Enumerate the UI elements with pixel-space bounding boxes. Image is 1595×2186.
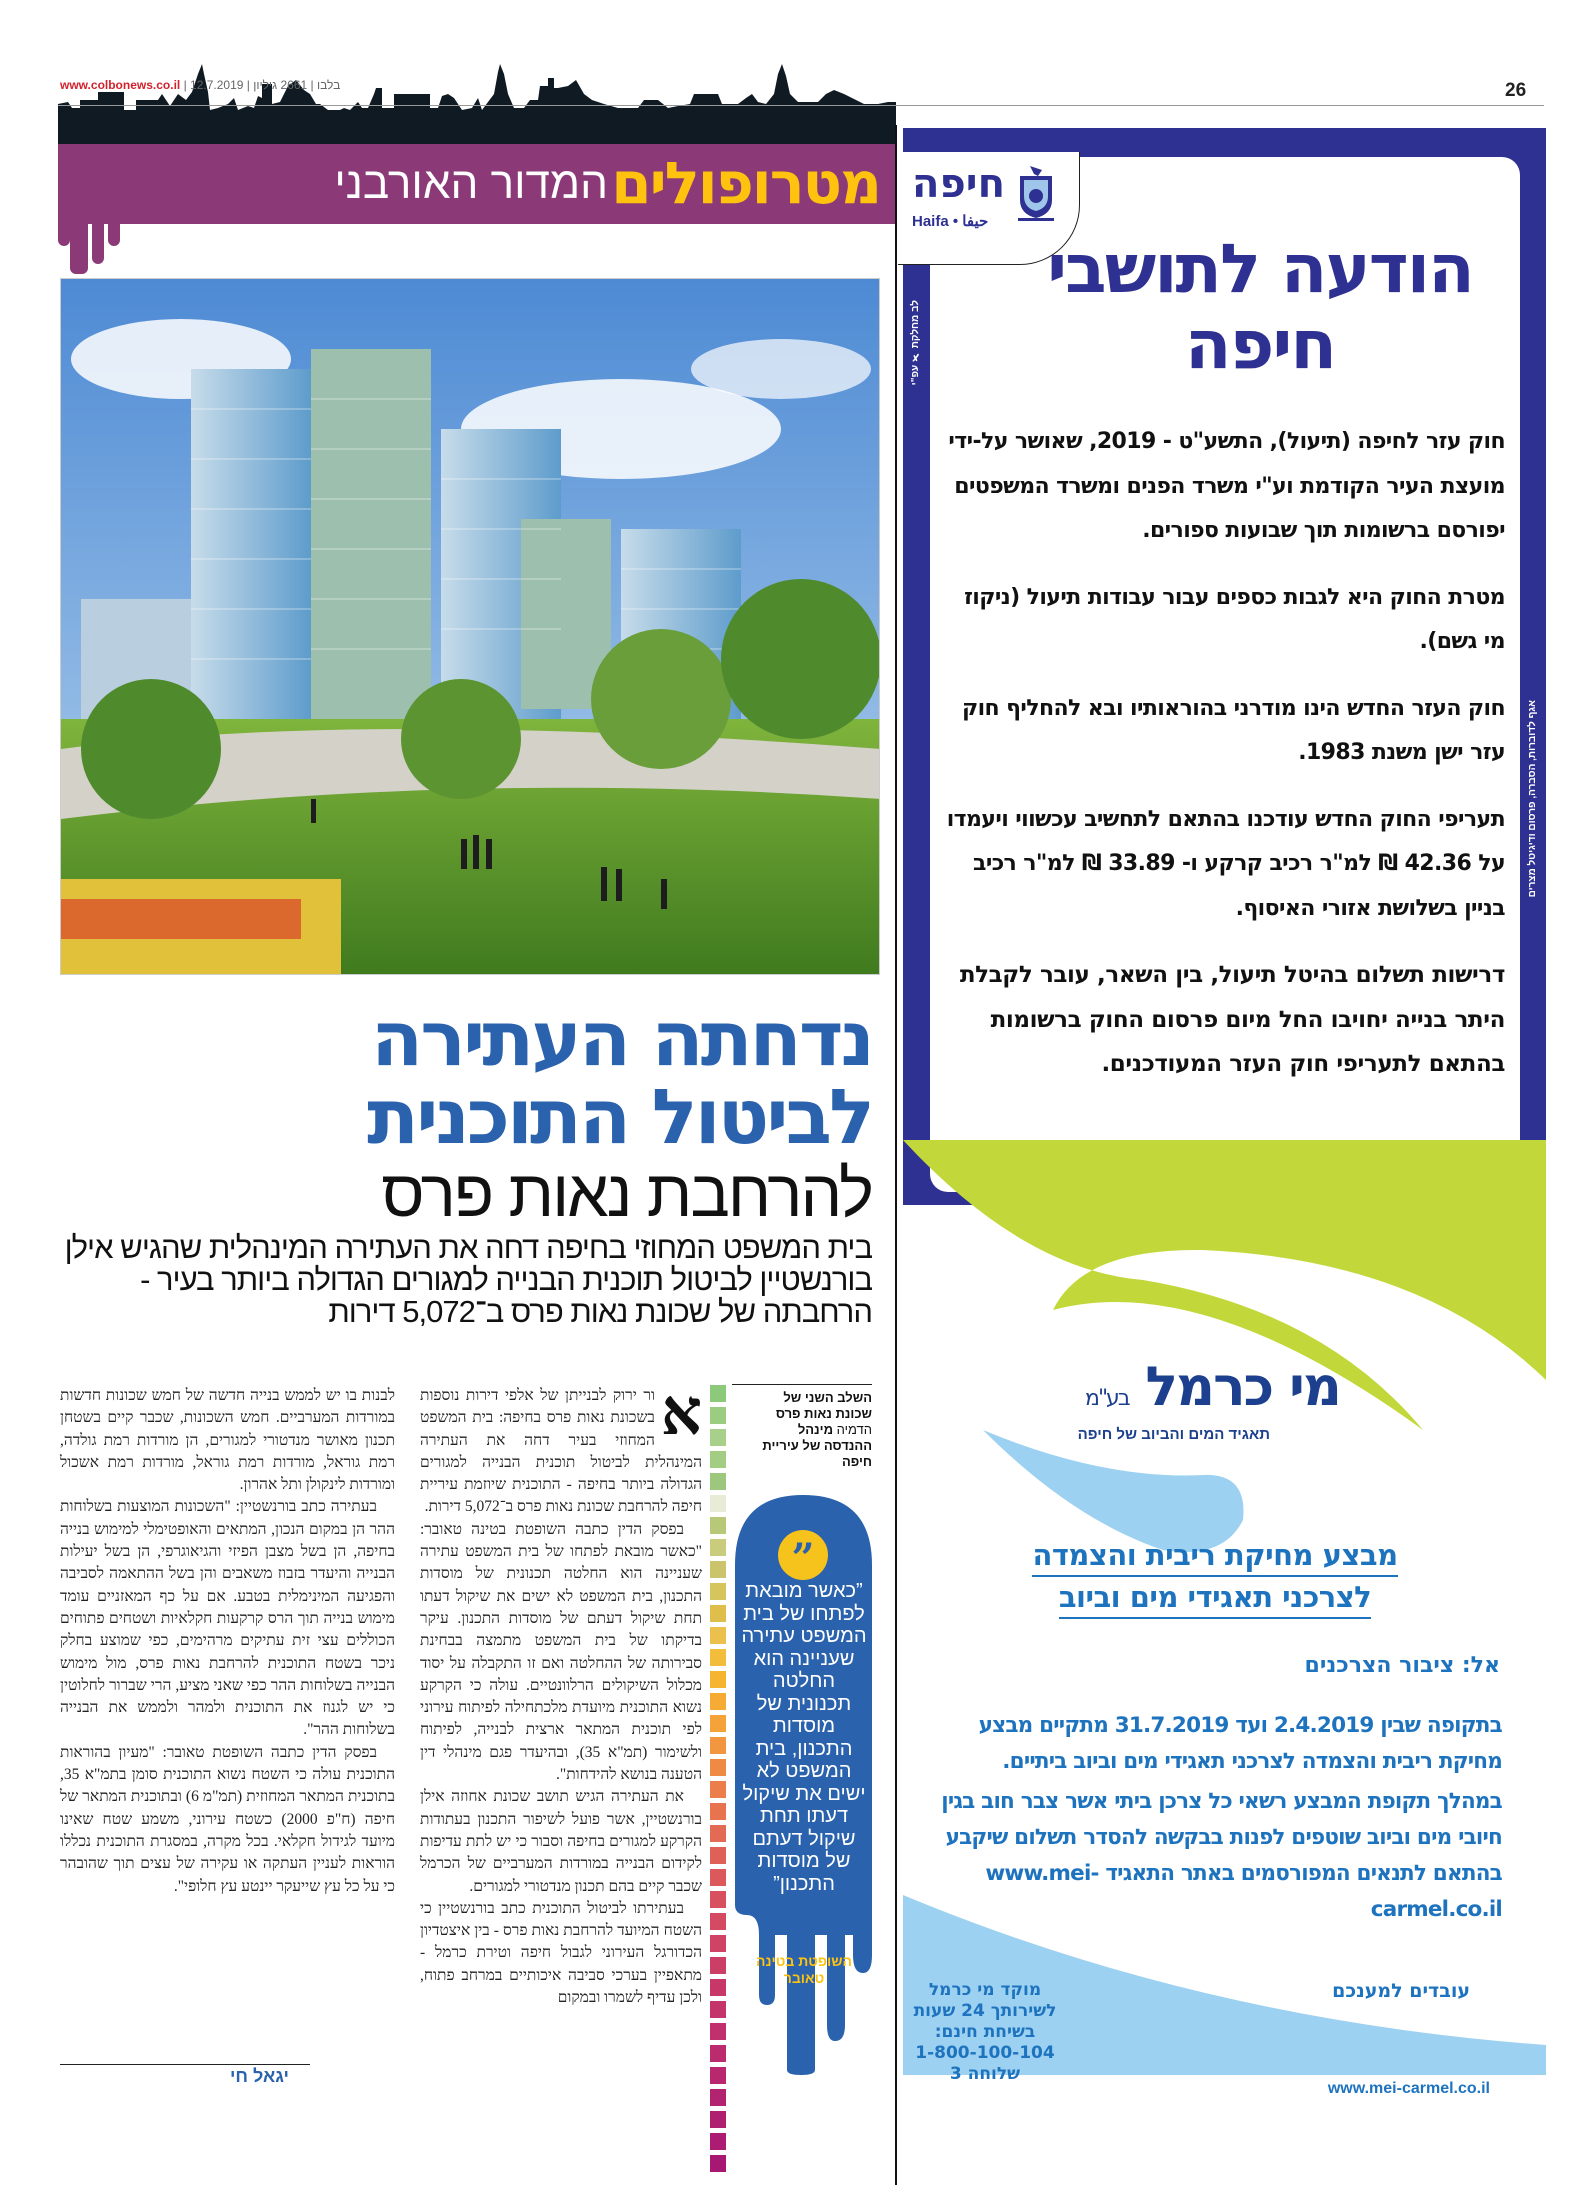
section-brand: מטרופולים <box>611 149 880 217</box>
strip-segment <box>710 1473 726 1490</box>
notice-paragraph: חוק העזר החדש הינו מודרני בהוראותיו ובא להחליף חוק עזר ישן משנת 1983. <box>962 695 1505 765</box>
quote-mark-icon: ” <box>778 1530 828 1580</box>
strip-segment <box>710 1583 726 1600</box>
strip-segment <box>710 2067 726 2084</box>
ad-slogan: עובדים למענכם <box>1332 1980 1470 2002</box>
haifa-crest-icon <box>1016 166 1056 224</box>
headline-line-3: להרחבת נאות פרס <box>381 1156 872 1230</box>
headline-line-2: לביטול התוכנית <box>367 1072 872 1161</box>
ad-paragraph: במהלך תקופת המבצע רשאי כל צרכן ביתי אשר צבר חוב בגין חיובי מים וביוב שוטפים לפנות בבקשה להסדר תשלום שיקבע בהתאם לתנאים המפורסמים באתר התאגיד www.mei-carmel.co.il <box>941 1789 1502 1922</box>
strip-segment <box>710 1979 726 1996</box>
mei-carmel-tagline: תאגיד המים והביוב של חיפה <box>1077 1426 1270 1443</box>
strip-segment <box>710 1891 726 1908</box>
notice-credit-left: לב מחלקת ✗ עפ"י <box>910 300 921 386</box>
mei-carmel-logo: מי כרמל בע"מ <box>1085 1355 1340 1418</box>
strip-segment <box>710 1649 726 1666</box>
logo-text-hebrew: חיפה <box>912 161 1006 207</box>
strip-segment <box>710 1517 726 1534</box>
strip-segment <box>710 1627 726 1644</box>
article-paragraph: בפסק הדין כתבה השופטת טאובר: "מעיון בהוראות התוכנית עולה כי השטח נשוא התוכנית סומן בתמ"א 35, בתוכנית המתאר המחוזית (תמ"מ 6) ובתוכנית המתאר של חיפה (ח"פ 2000) כשטח עירוני, משמע שטח שאינו מיועד לגידול חקלאי. בכל מקרה, במסגרת התוכנית נכללו הוראות לעניין העתקה או עקירה של עצים תוך שהובהר כי על כל עץ שייעקר יינטע עץ חלופי". <box>60 1743 395 1895</box>
logo-text-latin: Haifa • حيفا <box>912 213 989 230</box>
strip-segment <box>710 2133 726 2150</box>
decorative-color-strip <box>710 1385 726 2185</box>
strip-segment <box>710 1539 726 1556</box>
strip-segment <box>710 2001 726 2018</box>
strip-segment <box>710 1913 726 1930</box>
notice-paragraph: חוק עזר לחיפה (תיעול), התשע"ט - 2019, שאושר על-ידי מועצת העיר הקודמת וע"י משרד הפנים ומשרד המשפטים יפורסם ברשומות תוך שבועות ספורים. <box>948 429 1505 543</box>
strip-segment <box>710 2089 726 2106</box>
header-rule <box>58 105 1544 106</box>
strip-segment <box>710 1781 726 1798</box>
article-paragraph: בפסק הדין כתבה השופטת בטינה טאובר: "כאשר מובאת לפתחו של בית המשפט עתירה שעניינה הוא החלטה תכנונית של מוסדות התכנון, בית המשפט לא ישים את שיקול דעתו תחת שיקול דעתם של מוסדות התכנון. עיקר בדיקתו של בית המשפט מתמצה בבחינת סבירותה של ההחלטה ואם זו התקבלה על יסוד מכלול השיקולים הרלוונטיים. עולה כי הקרקע נשוא התוכנית מיועדת מלכתחילה לפיתוח עירוני לפי תוכנית המתאר ארצית לבנייה, לפיתוח ולשימור (תמ"א 35), ובהיעדר פגם מינהלי דין הטענה בנושא להידחות". <box>420 1520 702 1784</box>
hotline-phone-number[interactable]: 1-800-100-104 <box>915 2043 1055 2063</box>
strip-segment <box>710 1759 726 1776</box>
notice-paragraph: דרישות תשלום בהיטל תיעול, בין השאר, עובר לקבלת היתר בנייה יחויבו החל מיום פרסום החוק ברשומות בהתאם לתעריפי חוק העזר המעודכנים. <box>959 962 1505 1077</box>
strip-segment <box>710 2023 726 2040</box>
article-paragraph: בעתירה כתב בורנשטיין: "השכונות המוצעות בשלוחות ההר הן במקום הנכון, המתאים והאופטימלי למימוש בנייה בחיפה, הן בשל מצבן הפיזי והגיאוגרפי, הן בשל יעילות הבנייה והיעדר בזבוז משאבים והן בשל ההתאמה לסביבה והפגיעה המינימלית בטבע. אם על כף המאזניים עומד מימוש בנייה תוך הרס קרקעות חקלאיות ושטחים פתוחים הכוללים עצי זית עתיקים מרהימים, כפי שמוצע בחלק ניכר בשטח התוכנית להרחבת נאות פרס, מול מימוש הבנייה בשלוחות ההר כפי שאני מציע, הרי שברור לחלוטין כי יש לגנוז את התוכנית ולמהר ולממש את הבנייה בשלוחות ההר". <box>60 1498 395 1739</box>
strip-segment <box>710 2155 726 2172</box>
byline: יגאל חי <box>230 2066 289 2086</box>
caption-rule <box>732 1384 872 1385</box>
strip-segment <box>710 1803 726 1820</box>
banner-drip <box>108 224 120 246</box>
strip-segment <box>710 1385 726 1402</box>
strip-segment <box>710 1429 726 1446</box>
strip-segment <box>710 1847 726 1864</box>
notice-credit-right: אגף לדוברות, הסברה, פרסום ודיגיטל מצרים <box>1527 700 1538 898</box>
banner-drip <box>58 224 70 246</box>
ad-body <box>930 1708 1502 1932</box>
article-paragraph: א ור ירוק לבנייתן של אלפי דירות נוספות בשכונת נאות פרס בחיפה: בית המשפט המחוזי בעיר דחה את העתירה המינהלית לביטול תוכנית הבנייה למגורים הגדולה ביותר בחיפה - התוכנית שיוזמת עיריית חיפה להרחבת שכונת נאות פרס ב־5,072 דירות. <box>420 1375 702 1516</box>
strip-segment <box>710 1495 726 1512</box>
photo-caption: השלב השני של שכונת נאות פרס הדמיה מינהל ההנדסה של עיריית חיפה <box>762 1390 872 1469</box>
article-paragraph: את העתירה הגיש תושב שכונת אחוזה אילן בורנשטיין, אשר פועל לשיפור התכנון בעתודות הקרקע למגורים בחיפה וסבור כי יש לתת עדיפות לקידום הבנייה במורדות המערביים של הכרמל שכבר קיים בהם תכנון מנדטורי למגורים. <box>420 1788 702 1895</box>
strip-segment <box>710 1605 726 1622</box>
strip-segment <box>710 1451 726 1468</box>
ad-headline: מבצע מחיקת ריבית והצמדה לצרכני תאגידי מים וביוב <box>980 1535 1450 1619</box>
strip-segment <box>710 1715 726 1732</box>
byline-rule <box>60 2064 310 2065</box>
article-column-right <box>420 1375 702 2009</box>
headline-line-1: נדחתה העתירה <box>370 994 872 1083</box>
section-subtitle: המדור האורבני <box>334 159 608 208</box>
strip-segment <box>710 1825 726 1842</box>
notice-paragraph: מטרת החוק היא לגבות כספים עבור עבודות תיעול (ניקוז מי גשם). <box>964 584 1505 654</box>
ad-hotline: מוקד מי כרמל לשירותך 24 שעות בשיחת חינם: 1-800-100-104 שלוחה 3 <box>910 1980 1060 2085</box>
strip-segment <box>710 2111 726 2128</box>
strip-segment <box>710 1869 726 1886</box>
page-number: 26 <box>1505 80 1527 101</box>
notice-title: הודעה לתושבי חיפה <box>1047 230 1473 385</box>
article-photo-rendering <box>60 278 880 975</box>
pull-quote-text: ”כאשר מובאת לפתחו של בית המשפט עתירה שעניינה הוא החלטה תכנונית של מוסדות התכנון, בית המשפט לא ישים את שיקול דעתו תחת שיקול דעתם של מוסדות התכנון” <box>741 1580 867 1895</box>
column-divider <box>895 125 897 2185</box>
site-url-link[interactable]: www.colbonews.co.il <box>60 78 181 92</box>
banner-drip <box>70 224 88 274</box>
ad-addressee: אל: ציבור הצרכנים <box>1304 1653 1500 1678</box>
drop-cap: א <box>660 1375 702 1450</box>
folio-line <box>60 78 340 92</box>
strip-segment <box>710 1935 726 1952</box>
section-banner <box>58 144 896 224</box>
strip-segment <box>710 1737 726 1754</box>
article-deck: בית המשפט המחוזי בחיפה דחה את העתירה המינהלית שהגיש אילן בורנשטיין לביטול תוכנית הבנייה למגורים הגדולה ביותר בעיר - הרחבתה של שכונת נאות פרס ב־5,072 דירות <box>64 1230 872 1329</box>
article-headline-block <box>60 994 872 1329</box>
strip-segment <box>710 2045 726 2062</box>
pull-quote-attribution: השופטת בטינה טאובר <box>756 1953 852 1986</box>
strip-segment <box>710 1407 726 1424</box>
banner-drip <box>92 224 104 264</box>
issue-info: | בלבו | 2661 גיליון | 12.7.2019 <box>183 78 341 92</box>
article-column-left <box>60 1385 395 1898</box>
article-paragraph: בעתירתו לביטול התוכנית כתב בורנשטיין כי השטח המיועד להרחבת נאות פרס - בין איצטדיון הכדורגל העירוני לגבול חיפה וטירת כרמל - מתאפיין בערכי סביבה איכותיים במרחב פתוח, ולכן עדיף לשמרו ובמקום <box>420 1899 702 2007</box>
ad-website-link[interactable]: www.mei-carmel.co.il <box>1327 2080 1490 2097</box>
notice-paragraph: תעריפי החוק החדש עודכנו בהתאם לתחשיב עכשווי ויעמדו על 42.36 ₪ למ"ר רכיב קרקע ו- 33.89 ₪ למ"ר רכיב בניין בשלושת אזורי האיסוף. <box>946 806 1505 921</box>
notice-body <box>945 420 1505 1109</box>
strip-segment <box>710 1693 726 1710</box>
ad-paragraph: בתקופה שבין 2.4.2019 ועד 31.7.2019 מתקיים מבצע מחיקת ריבית והצמדה לצרכני תאגידי מים וביוב ביתיים. <box>978 1713 1502 1774</box>
strip-segment <box>710 1561 726 1578</box>
article-paragraph: לבנות בו יש לממש בנייה חדשה של חמש שכונות חדשות במורדות המערביים. חמש השכונות, שכבר קיים בשטחן תכנון מאושר מנדטורי למגורים, הן מורדות רמת גולדה, רמת גוראל, מורדות רמת גוראל, מורדות רמת אשכול ומורדות לינקולן ותל אהרון. <box>60 1387 395 1494</box>
strip-segment <box>710 1671 726 1688</box>
strip-segment <box>710 1957 726 1974</box>
